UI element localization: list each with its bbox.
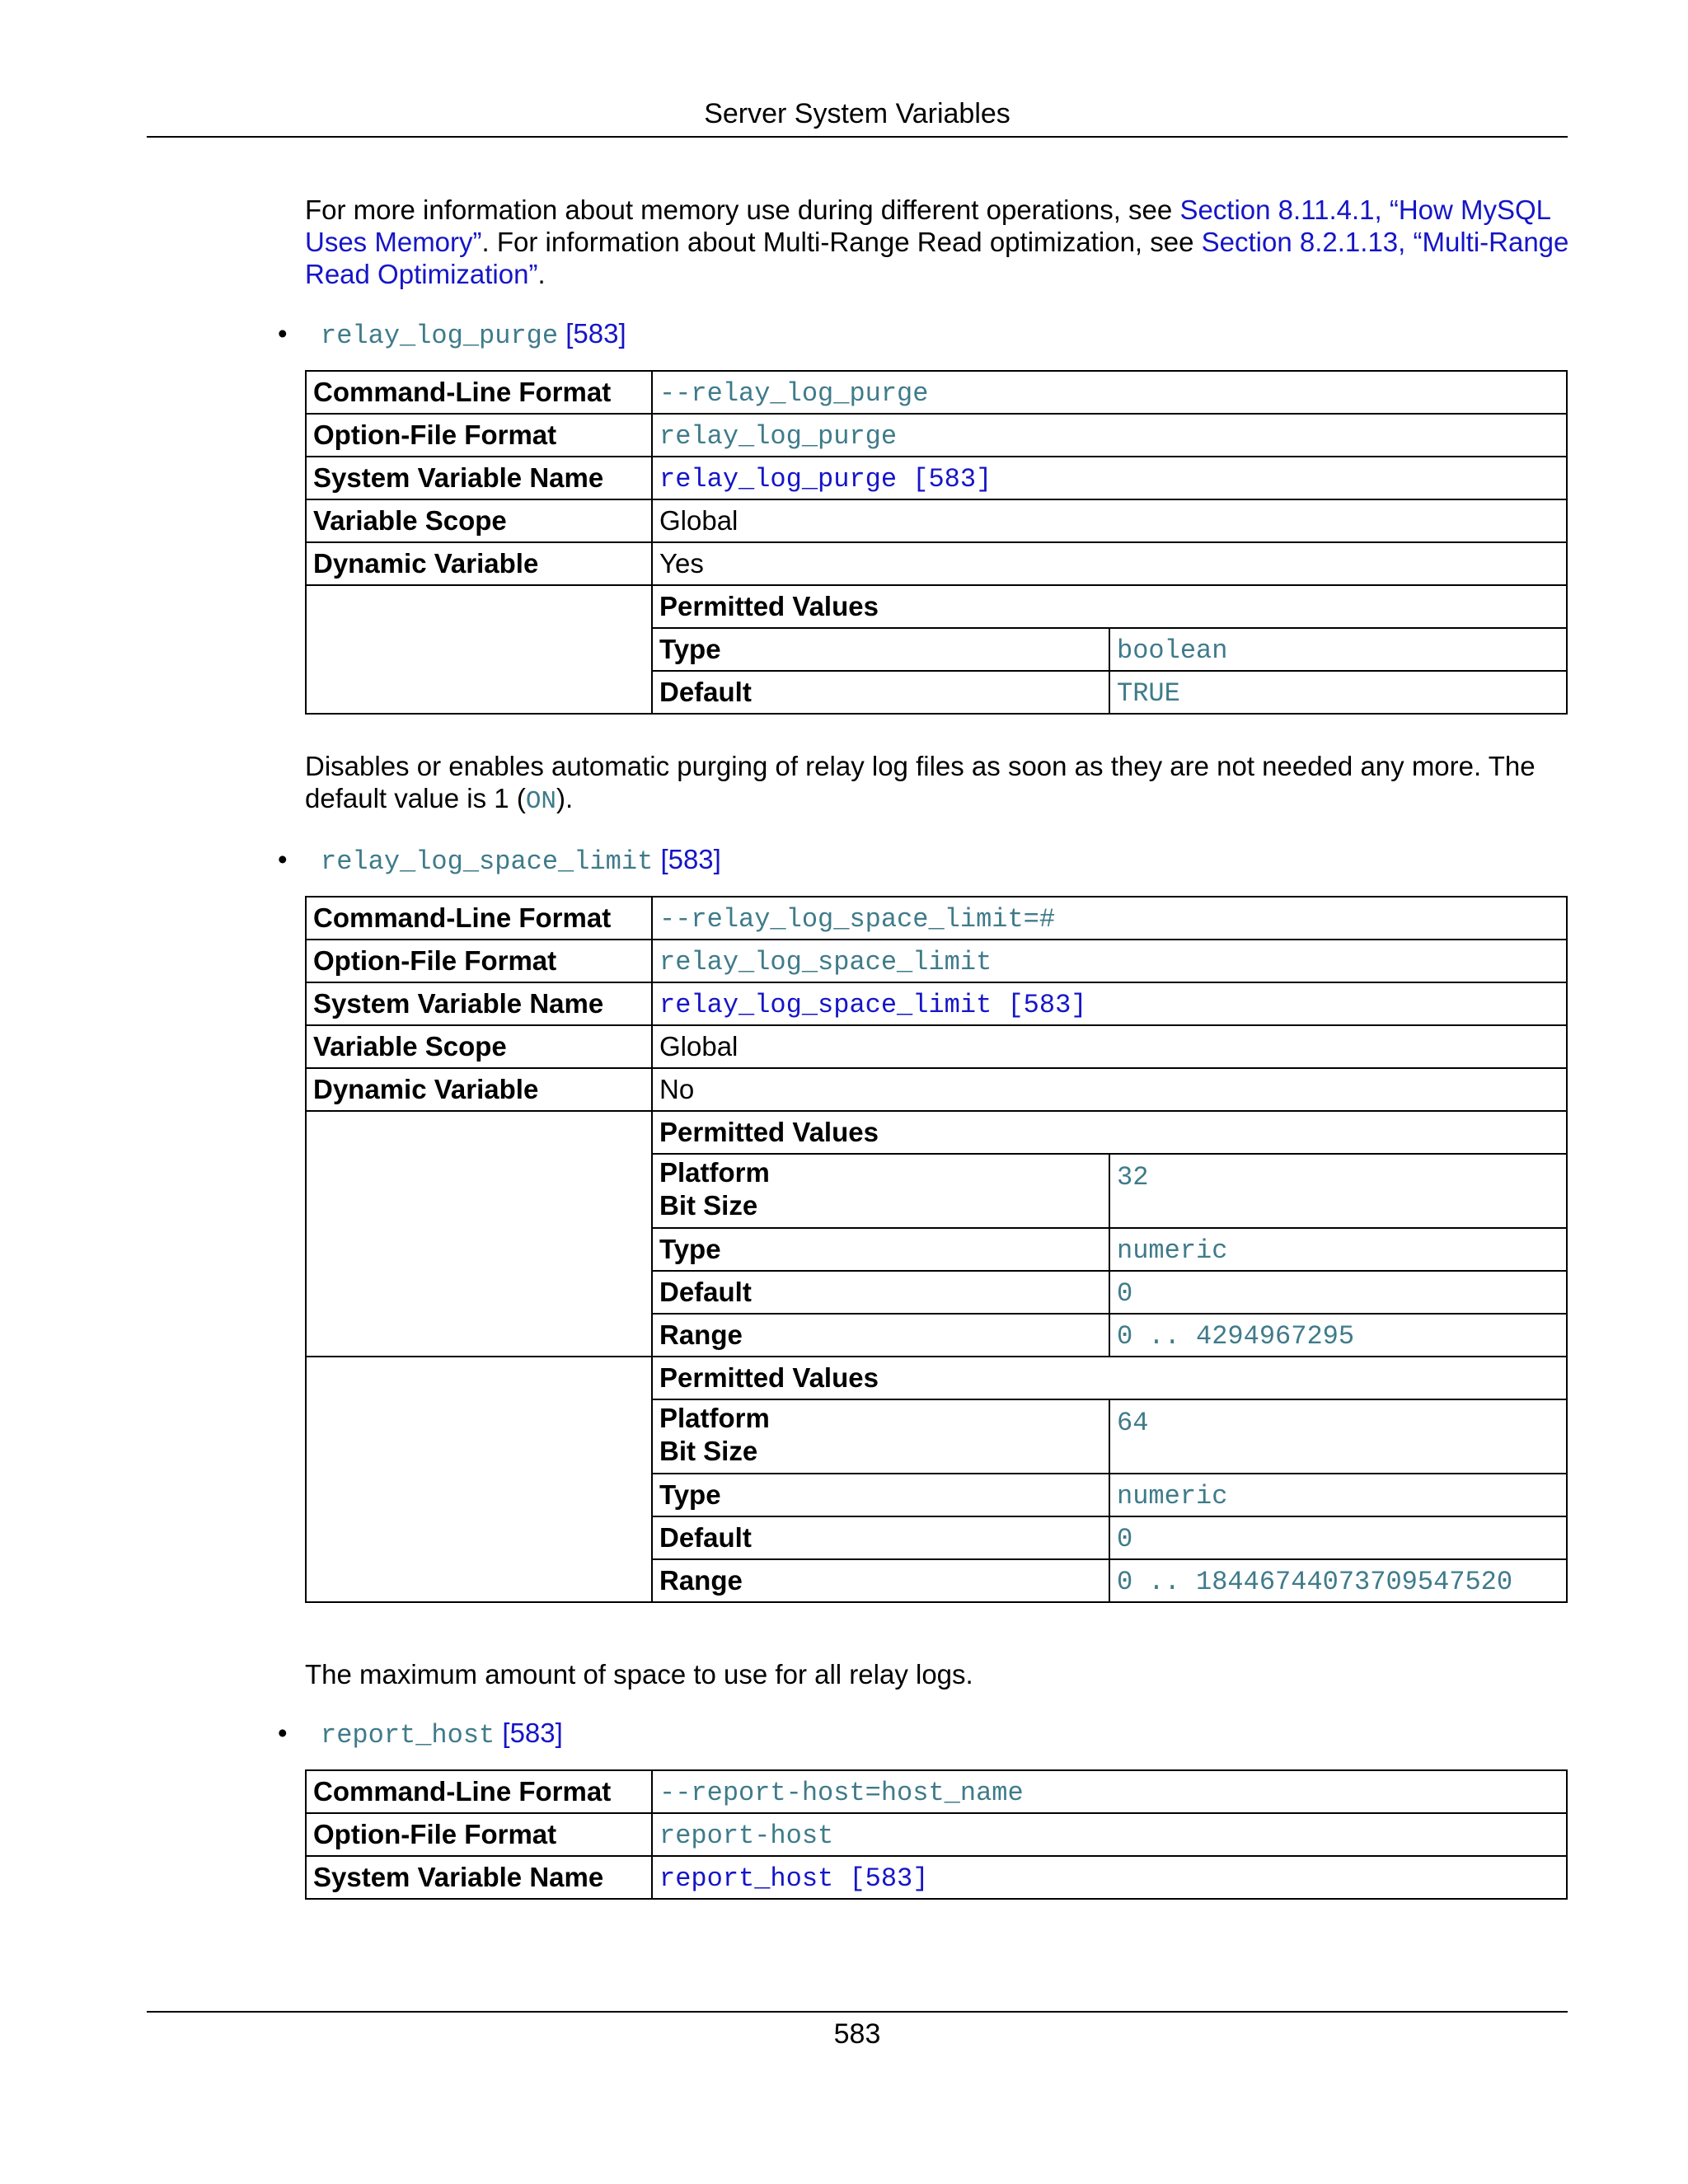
row-value [652,1770,1567,1813]
row-label: Command-Line Format [306,371,652,414]
type-value-text: boolean [1117,635,1228,666]
row-label: Option-File Format [306,414,652,457]
default-value [1109,1516,1566,1559]
permitted-values-heading: Permitted Values [653,1112,1566,1154]
table-row [306,499,1567,542]
default-label: Default [653,671,1109,713]
bullet-dot: • [278,318,288,349]
description-code: ON [525,787,557,816]
page-ref-link[interactable]: [583] [502,1718,563,1748]
description-relay-log-space-limit: The maximum amount of space to use for all relay logs. [305,1659,973,1690]
row-value [652,371,1567,414]
table-row [306,1357,1567,1602]
range-value [1109,1314,1566,1356]
table-row [306,1813,1567,1856]
table-row [306,897,1567,940]
permitted-values-heading: Permitted Values [653,586,1566,628]
command-line-format-link[interactable]: --relay_log_space_limit=# [659,904,1056,935]
variable-table-relay-log-purge [305,370,1568,715]
range-label: Range [653,1559,1109,1601]
platform-label [653,1154,1109,1228]
footer-rule [147,2011,1568,2013]
link-multi-range-read-optimization[interactable]: Section 8.2.1.13, “Multi-Range Read Optimization” [305,227,1569,289]
empty-cell [306,1357,652,1602]
row-value [652,940,1567,982]
default-label: Default [653,1516,1109,1559]
row-label: System Variable Name [306,457,652,499]
page-header-title: Server System Variables [704,98,1010,129]
empty-cell [306,1111,652,1357]
variable-table-report-host [305,1769,1568,1900]
default-value-text: TRUE [1117,678,1180,709]
platform-value-text: 64 [1117,1408,1149,1438]
row-value: No [652,1068,1567,1111]
bullet-dot: • [278,844,288,874]
permitted-values-table [653,586,1566,713]
row-label: Dynamic Variable [306,542,652,585]
row-label: Dynamic Variable [306,1068,652,1111]
table-row [306,414,1567,457]
range-label: Range [653,1314,1109,1356]
permitted-values-heading: Permitted Values [653,1357,1566,1399]
table-row [306,1770,1567,1813]
platform-label-line2: Bit Size [659,1190,758,1221]
row-value [652,1813,1567,1856]
row-label: Variable Scope [306,1025,652,1068]
row-value [652,457,1567,499]
platform-label-line2: Bit Size [659,1436,758,1466]
default-label: Default [653,1271,1109,1314]
link-how-mysql-uses-memory[interactable]: Section 8.11.4.1, “How MySQL Uses Memory” [305,194,1550,257]
table-row [306,1856,1567,1899]
empty-cell [306,585,652,714]
table-row [306,457,1567,499]
type-label: Type [653,1228,1109,1271]
intro-text-2: . For information about Multi-Range Read optimization, see [481,227,1202,257]
variable-name-link[interactable]: relay_log_space_limit [321,846,654,877]
platform-value [1109,1399,1566,1474]
page-ref-link[interactable]: [583] [565,318,626,349]
option-file-format-link[interactable]: relay_log_purge [659,421,898,452]
range-value-text: 0 .. 4294967295 [1117,1321,1355,1352]
option-file-format-link[interactable]: relay_log_space_limit [659,947,992,977]
bullet-relay-log-space-limit [278,843,721,879]
permitted-values-cell [652,585,1567,714]
type-value [1109,1228,1566,1271]
row-label: Option-File Format [306,1813,652,1856]
range-value [1109,1559,1566,1601]
platform-label-line1: Platform [659,1403,770,1433]
default-value-text: 0 [1117,1524,1133,1554]
default-value [1109,671,1566,713]
type-value [1109,1474,1566,1516]
permitted-values-table [653,1112,1566,1356]
table-row [306,940,1567,982]
platform-label-line1: Platform [659,1157,770,1188]
row-value [652,414,1567,457]
page-ref-link[interactable]: [583] [660,844,721,874]
command-line-format-link[interactable]: --report-host=host_name [659,1778,1024,1808]
table-row [306,1111,1567,1357]
platform-value [1109,1154,1566,1228]
row-value: Yes [652,542,1567,585]
row-label: Command-Line Format [306,897,652,940]
table-row [306,371,1567,414]
page-number: 583 [833,2018,881,2050]
row-value: Global [652,1025,1567,1068]
row-label: Option-File Format [306,940,652,982]
description-text-end: ). [556,783,574,813]
variable-table-relay-log-space-limit [305,896,1568,1603]
bullet-dot: • [278,1718,288,1748]
intro-paragraph [305,194,1574,290]
default-value [1109,1271,1566,1314]
table-row [306,585,1567,714]
row-label: System Variable Name [306,1856,652,1899]
permitted-values-table [653,1357,1566,1601]
row-label: Command-Line Format [306,1770,652,1813]
bullet-report-host [278,1717,563,1752]
option-file-format-link[interactable]: report-host [659,1821,834,1851]
table-row [306,542,1567,585]
intro-text-1: For more information about memory use during different operations, see [305,194,1180,225]
table-row [306,1025,1567,1068]
variable-name-link[interactable]: report_host [321,1720,495,1750]
platform-label [653,1399,1109,1474]
row-value [652,897,1567,940]
row-label: Variable Scope [306,499,652,542]
description-relay-log-purge [305,750,1574,818]
range-value-text: 0 .. 18446744073709547520 [1117,1567,1513,1597]
permitted-values-cell [652,1111,1567,1357]
table-row [306,1068,1567,1111]
row-value [652,1856,1567,1899]
row-value: Global [652,499,1567,542]
permitted-values-cell [652,1357,1567,1602]
default-value-text: 0 [1117,1278,1133,1309]
type-label: Type [653,1474,1109,1516]
type-value-text: numeric [1117,1235,1228,1266]
table-row [306,982,1567,1025]
platform-value-text: 32 [1117,1162,1149,1193]
row-label: System Variable Name [306,982,652,1025]
intro-text-3: . [537,259,546,289]
type-label: Type [653,628,1109,671]
bullet-relay-log-purge [278,317,626,353]
command-line-format-link[interactable]: --relay_log_purge [659,378,929,409]
type-value-text: numeric [1117,1481,1228,1511]
system-variable-link[interactable]: report_host [583] [659,1863,929,1894]
description-text: Disables or enables automatic purging of relay log files as soon as they are not needed any more. The default value is 1 ( [305,751,1536,813]
variable-name-link[interactable]: relay_log_purge [321,321,559,351]
type-value [1109,628,1566,671]
header-rule [147,136,1568,138]
system-variable-link[interactable]: relay_log_purge [583] [659,464,992,494]
row-value [652,982,1567,1025]
system-variable-link[interactable]: relay_log_space_limit [583] [659,990,1087,1020]
